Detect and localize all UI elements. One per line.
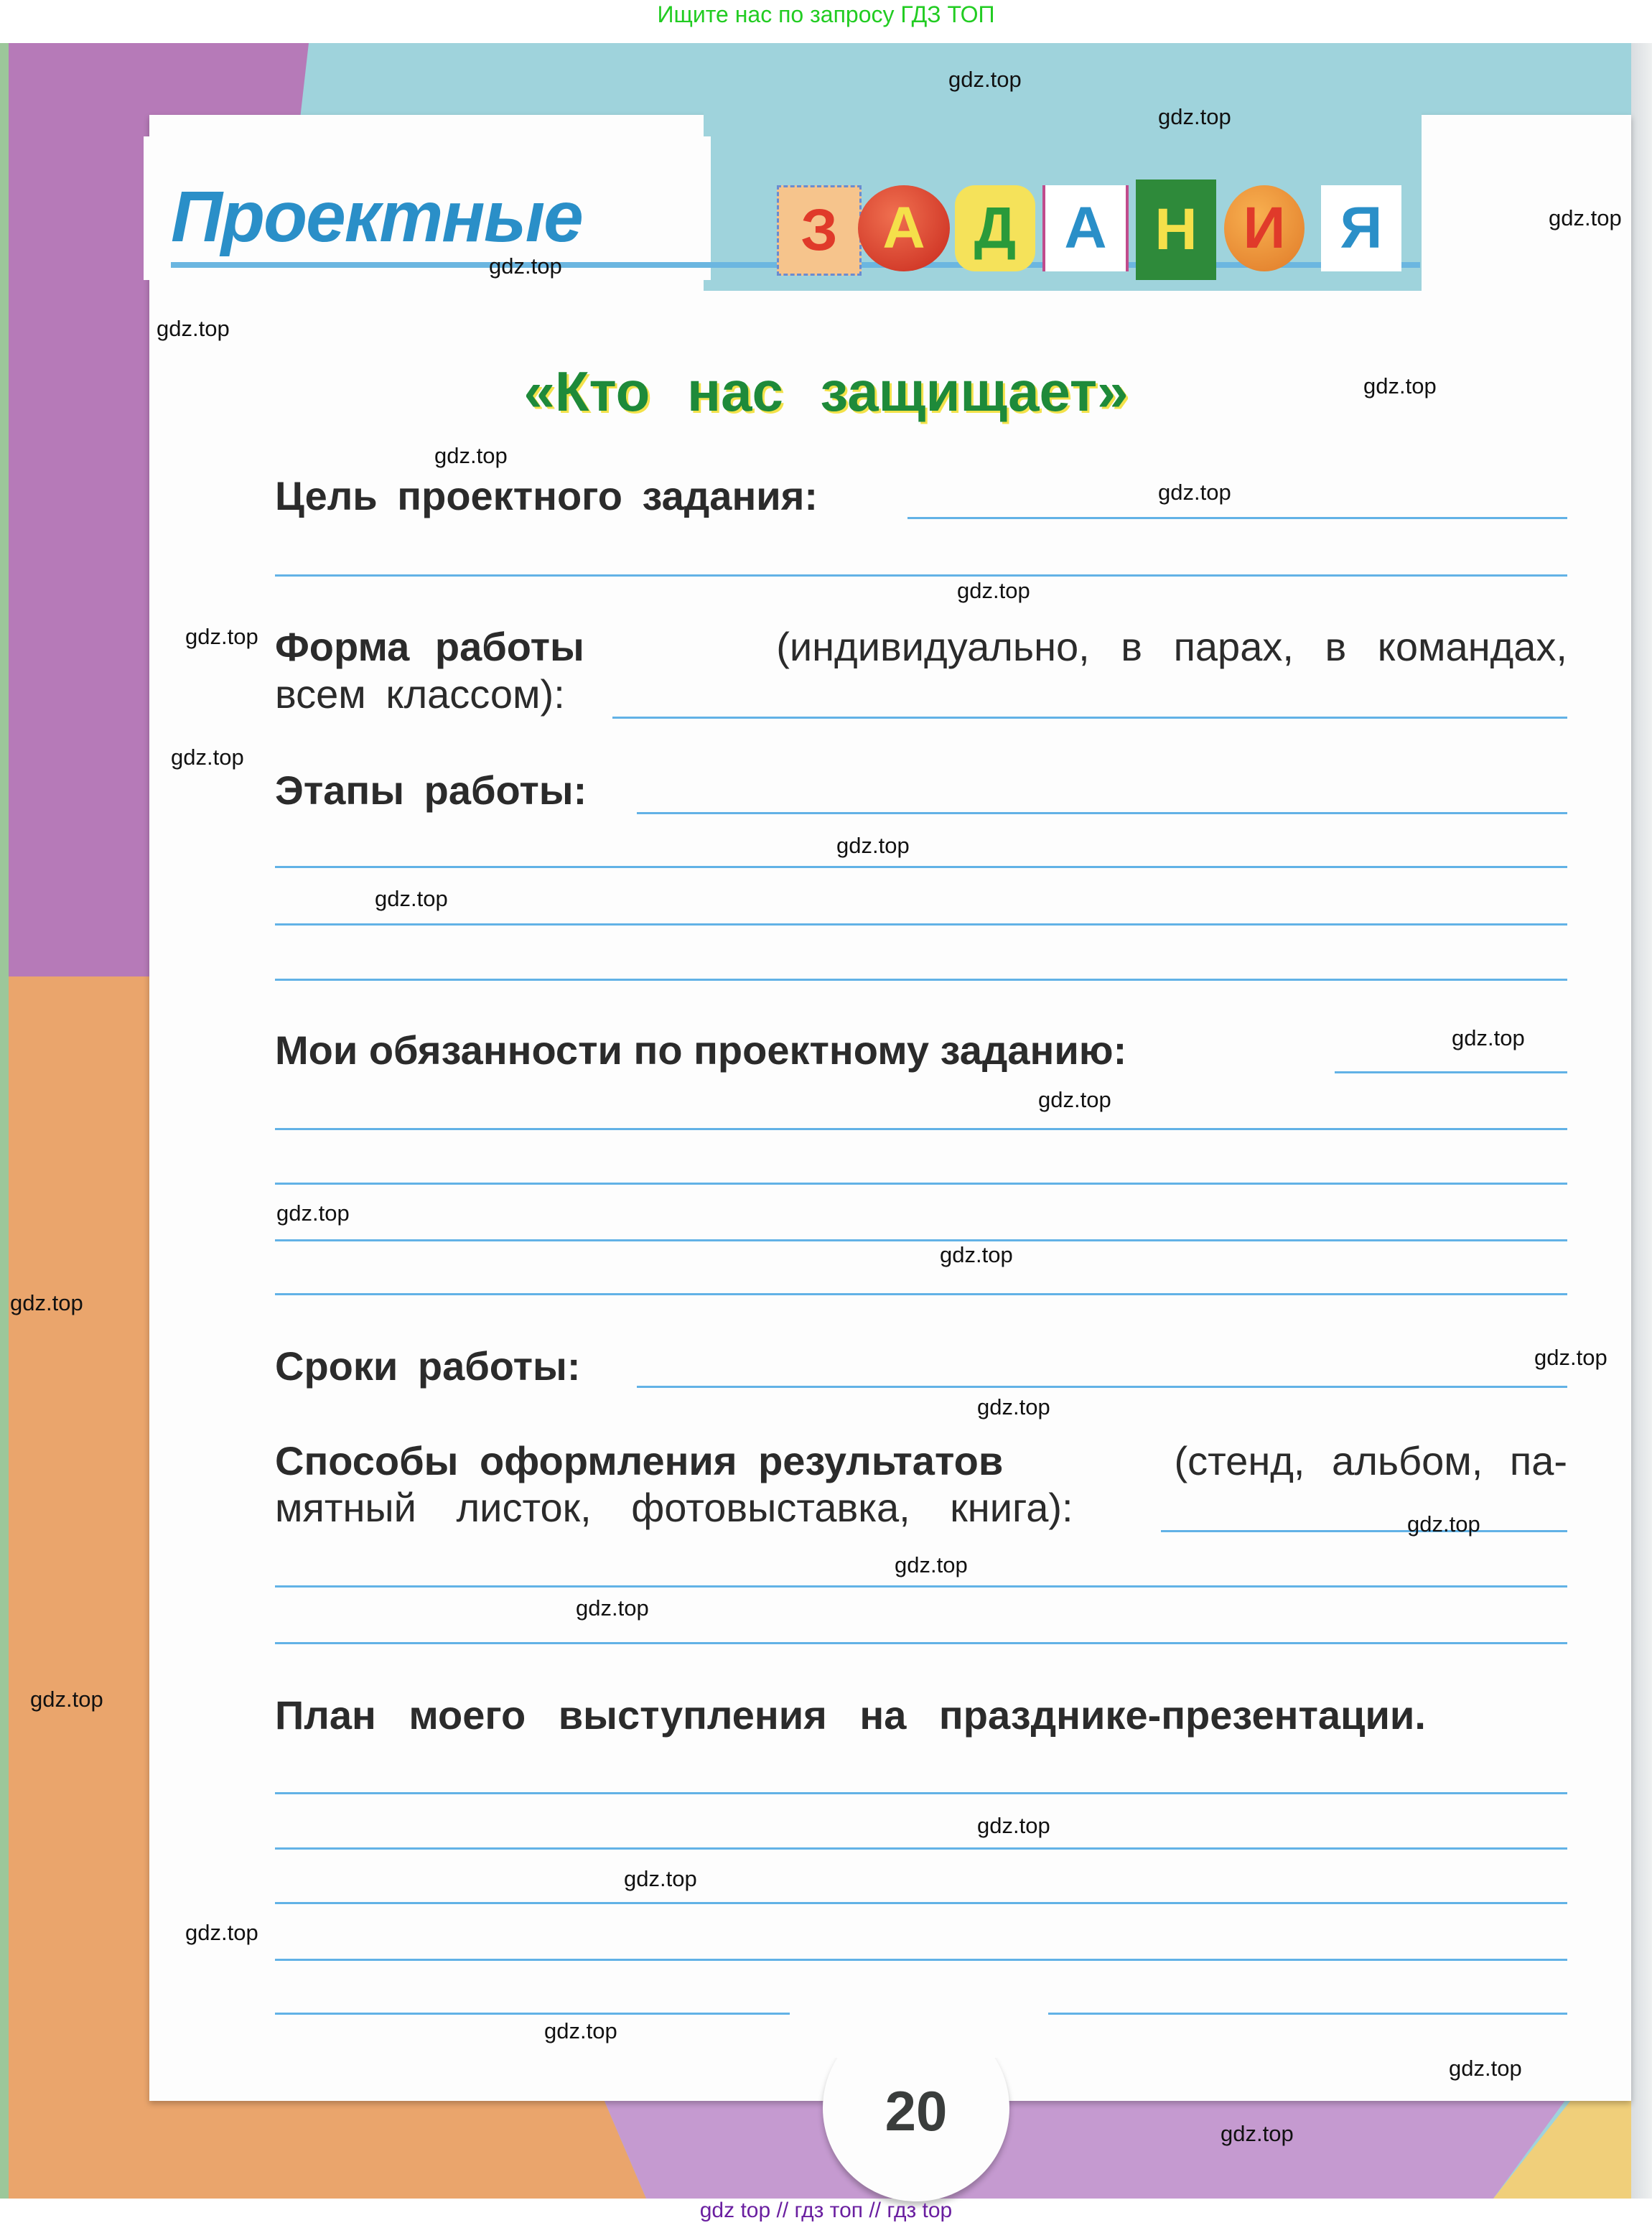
goal-label [275,472,818,519]
watermark: gdz.top [576,1595,649,1621]
watermark: gdz.top [1363,373,1437,398]
answer-line[interactable] [275,1183,1567,1185]
answer-line[interactable] [275,1128,1567,1130]
duties-text: Мои обязанности по проектному заданию: [275,1027,1127,1073]
title-letter: И [1224,185,1305,271]
watermark: gdz.top [836,833,910,858]
title-letter: Д [955,185,1035,271]
watermark: gdz.top [185,624,258,649]
answer-line[interactable] [275,1902,1567,1904]
duties-label [275,1027,1126,1073]
deadlines-text: Сроки работы: [275,1343,581,1389]
watermark: gdz.top [1158,480,1231,505]
title-letter: А [1042,185,1129,271]
watermark: gdz.top [489,253,562,279]
form-label-line2: всем классом): [275,671,565,717]
answer-line[interactable] [275,1792,1567,1794]
answer-line[interactable] [907,517,1567,519]
answer-line[interactable] [275,1847,1567,1850]
answer-line[interactable] [275,574,1567,577]
stages-text: Этапы работы: [275,768,587,813]
watermark: gdz.top [1452,1025,1525,1050]
deadlines-label [275,1343,581,1389]
answer-line[interactable] [275,923,1567,926]
watermark: gdz.top [977,1394,1050,1419]
watermark: gdz.top [1158,104,1231,129]
watermark: gdz.top [375,886,448,911]
answer-line[interactable] [275,1585,1567,1588]
methods-options: (стенд, альбом, па- [1174,1438,1567,1483]
answer-line[interactable] [637,1386,1567,1388]
watermark: gdz.top [434,443,508,468]
form-label [275,623,1567,670]
watermark: gdz.top [1549,205,1622,230]
methods-bold: Способы оформления результатов [275,1438,1004,1483]
watermark: gdz.top [1449,2056,1522,2081]
answer-line[interactable] [275,1239,1567,1241]
methods-label-line2: мятный листок, фотовыставка, книга): [275,1485,1073,1530]
watermark: gdz.top [1407,1511,1480,1537]
form-options: (индивидуально, в парах, в командах, [776,624,1567,669]
footer-links[interactable]: gdz top // гдз топ // гдз top [699,2199,953,2222]
title-letter: Н [1136,180,1216,280]
form-bold: Форма работы [275,624,584,669]
watermark: gdz.top [544,2018,617,2043]
answer-line[interactable] [1335,1071,1567,1073]
watermark: gdz.top [957,578,1030,603]
plan-text: План моего выступления на празднике-презентации. [275,1692,1426,1738]
methods-label [275,1437,1567,1484]
watermark: gdz.top [185,1920,258,1945]
watermark: gdz.top [895,1552,968,1577]
answer-line[interactable] [275,866,1567,868]
watermark: gdz.top [940,1242,1013,1267]
watermark: gdz.top [948,67,1022,92]
watermark: gdz.top [10,1290,83,1315]
search-banner[interactable]: Ищите нас по запросу ГДЗ ТОП [657,1,995,27]
watermark: gdz.top [1038,1087,1111,1112]
answer-line[interactable] [612,717,1567,719]
answer-line[interactable] [275,1293,1567,1295]
watermark: gdz.top [171,745,244,770]
stages-label [275,767,587,814]
header-title: Проектные [171,177,582,257]
answer-line[interactable] [637,812,1567,814]
project-title: «Кто нас защищает» [523,360,1129,423]
page-number: 20 [885,2079,948,2143]
watermark: gdz.top [624,1866,697,1891]
plan-label [275,1692,1426,1738]
answer-line[interactable] [1161,1530,1567,1532]
title-letter: Я [1321,185,1401,271]
watermark: gdz.top [276,1201,350,1226]
page-number-badge-top [790,1996,1048,2058]
answer-line[interactable] [275,979,1567,981]
watermark: gdz.top [157,316,230,341]
title-letter: З [777,185,862,276]
answer-line[interactable] [275,1642,1567,1644]
goal-text: Цель проектного задания: [275,473,818,518]
watermark: gdz.top [30,1687,103,1712]
answer-line[interactable] [275,1959,1567,1961]
watermark: gdz.top [1221,2121,1294,2146]
watermark: gdz.top [1534,1345,1607,1370]
watermark: gdz.top [977,1813,1050,1838]
title-letter-apple: А [858,185,950,271]
